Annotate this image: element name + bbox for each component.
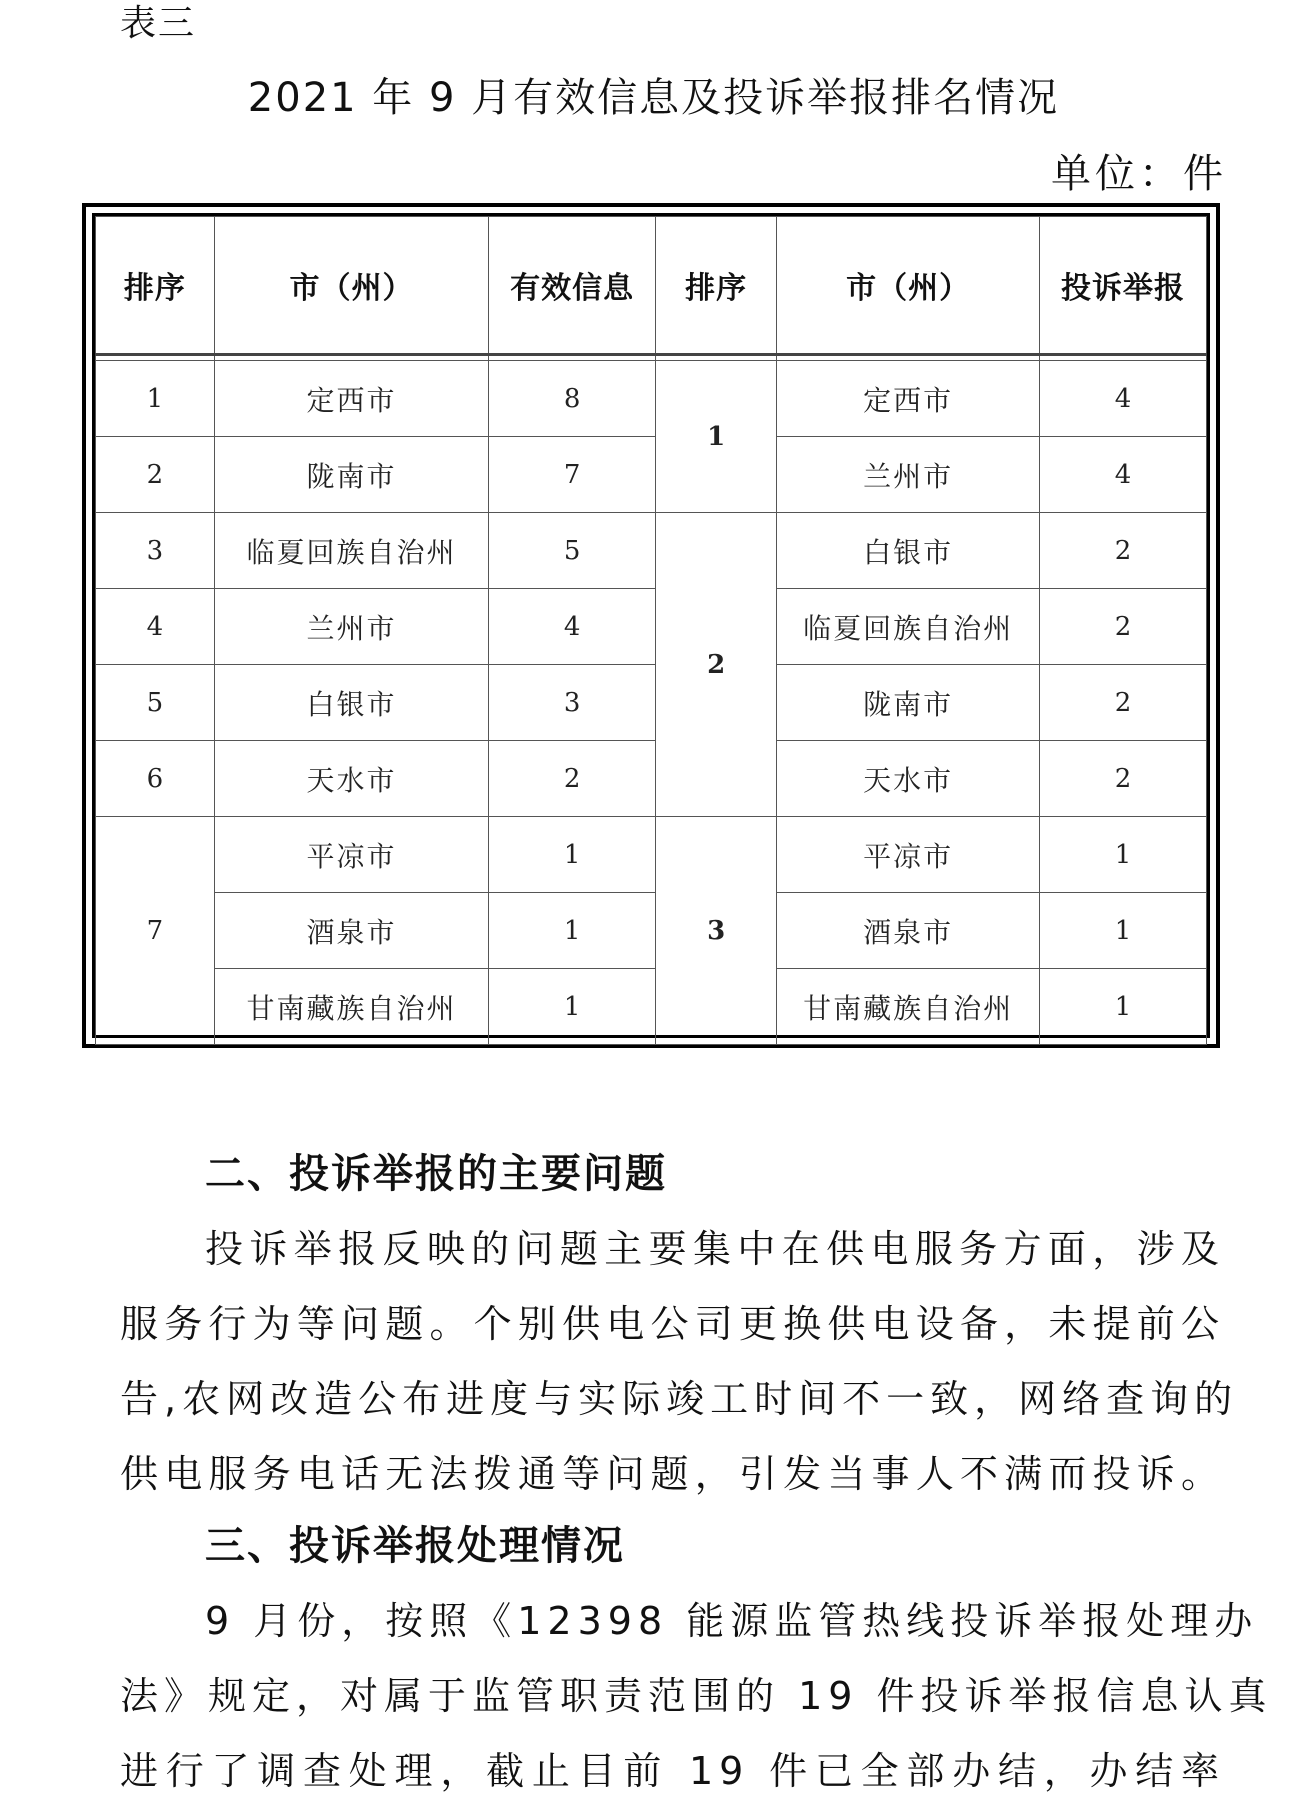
- right-value: 1: [1040, 893, 1207, 969]
- header-rank-2: 排序: [656, 217, 777, 355]
- left-city: 白银市: [214, 665, 488, 741]
- table-row: [96, 437, 1207, 513]
- paragraph-line: 服务行为等问题。个别供电公司更换供电设备，未提前公: [120, 1302, 1225, 1346]
- right-value: 2: [1040, 513, 1207, 589]
- paragraph-line: 进行了调查处理，截止目前 19 件已全部办结，办结率: [120, 1749, 1225, 1793]
- left-value: 4: [489, 589, 656, 665]
- left-value: 8: [489, 361, 656, 437]
- right-value: 2: [1040, 589, 1207, 665]
- table-row: [96, 741, 1207, 817]
- section-3-body: [120, 1584, 1273, 1809]
- left-city: 陇南市: [214, 437, 488, 513]
- left-rank: 7: [96, 817, 215, 1045]
- table-row: [96, 361, 1207, 437]
- right-city: 兰州市: [777, 437, 1040, 513]
- paragraph-line: 告,农网改造公布进度与实际竣工时间不一致，网络查询的: [120, 1377, 1239, 1421]
- ranking-table: [95, 216, 1207, 1045]
- left-value: 5: [489, 513, 656, 589]
- header-city-1: 市（州）: [214, 217, 488, 355]
- left-rank: 3: [96, 513, 215, 589]
- left-rank: 2: [96, 437, 215, 513]
- left-city: 定西市: [214, 361, 488, 437]
- header-city-2: 市（州）: [777, 217, 1040, 355]
- left-city: 酒泉市: [214, 893, 488, 969]
- right-value: 1: [1040, 969, 1207, 1045]
- paragraph-line: 9 月份，按照《12398 能源监管热线投诉举报处理办: [205, 1599, 1259, 1643]
- right-rank: 2: [656, 513, 777, 817]
- table-row: [96, 665, 1207, 741]
- right-value: 4: [1040, 437, 1207, 513]
- left-city: 兰州市: [214, 589, 488, 665]
- header-valid-info: 有效信息: [489, 217, 656, 355]
- left-city: 平凉市: [214, 817, 488, 893]
- table-row: [96, 513, 1207, 589]
- table-label: 表三: [120, 3, 197, 44]
- left-value: 1: [489, 893, 656, 969]
- right-city: 白银市: [777, 513, 1040, 589]
- left-rank: 5: [96, 665, 215, 741]
- right-city: 甘南藏族自治州: [777, 969, 1040, 1045]
- table-header-row: [96, 217, 1207, 355]
- right-city: 临夏回族自治州: [777, 589, 1040, 665]
- header-complaints: 投诉举报: [1040, 217, 1207, 355]
- right-value: 1: [1040, 817, 1207, 893]
- table-row: [96, 589, 1207, 665]
- left-value: 1: [489, 817, 656, 893]
- section-2-heading: 二、投诉举报的主要问题: [205, 1151, 667, 1197]
- right-value: 4: [1040, 361, 1207, 437]
- right-city: 天水市: [777, 741, 1040, 817]
- left-city: 临夏回族自治州: [214, 513, 488, 589]
- table-row: [96, 969, 1207, 1045]
- left-value: 3: [489, 665, 656, 741]
- section-2-body: [120, 1212, 1239, 1512]
- paragraph-line: 法》规定，对属于监管职责范围的 19 件投诉举报信息认真: [120, 1674, 1273, 1718]
- right-value: 2: [1040, 665, 1207, 741]
- paragraph-line: 投诉举报反映的问题主要集中在供电服务方面，涉及: [205, 1227, 1225, 1271]
- left-value: 1: [489, 969, 656, 1045]
- right-rank: 1: [656, 361, 777, 513]
- left-rank: 4: [96, 589, 215, 665]
- table-row: [96, 817, 1207, 893]
- left-value: 7: [489, 437, 656, 513]
- right-city: 定西市: [777, 361, 1040, 437]
- right-city: 酒泉市: [777, 893, 1040, 969]
- paragraph-line: 供电服务电话无法拨通等问题，引发当事人不满而投诉。: [120, 1452, 1225, 1496]
- header-rank-1: 排序: [96, 217, 215, 355]
- right-value: 2: [1040, 741, 1207, 817]
- left-rank: 6: [96, 741, 215, 817]
- right-city: 平凉市: [777, 817, 1040, 893]
- page-title: 2021 年 9 月有效信息及投诉举报排名情况: [247, 75, 1060, 121]
- left-value: 2: [489, 741, 656, 817]
- left-city: 甘南藏族自治州: [214, 969, 488, 1045]
- table-row: [96, 893, 1207, 969]
- left-rank: 1: [96, 361, 215, 437]
- unit-label: 单位：件: [1051, 151, 1227, 197]
- section-3-heading: 三、投诉举报处理情况: [205, 1523, 625, 1569]
- right-rank: 3: [656, 817, 777, 1045]
- right-city: 陇南市: [777, 665, 1040, 741]
- left-city: 天水市: [214, 741, 488, 817]
